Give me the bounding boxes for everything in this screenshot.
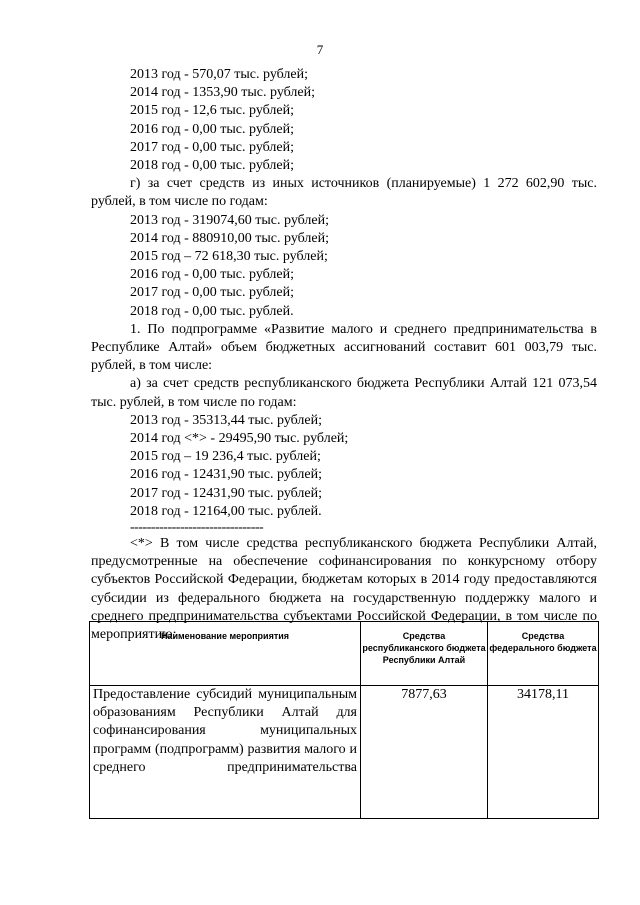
year-line: 2018 год - 12164,00 тыс. рублей. (130, 503, 322, 519)
year-line: 2017 год - 12431,90 тыс. рублей; (130, 485, 323, 501)
republican-amount-cell: 7877,63 (361, 686, 488, 819)
table-row (90, 686, 599, 819)
year-line: 2014 год - 880910,00 тыс. рублей; (130, 230, 330, 246)
federal-amount-cell: 34178,11 (488, 686, 599, 819)
year-line: 2018 год - 0,00 тыс. рублей; (130, 158, 295, 174)
year-line: 2018 год - 0,00 тыс. рублей. (130, 303, 294, 319)
year-line: 2017 год - 0,00 тыс. рублей; (130, 139, 295, 155)
measures-table (89, 621, 599, 819)
footnote-separator: -------------------------------- (130, 520, 264, 536)
year-line: 2016 год - 0,00 тыс. рублей; (130, 121, 295, 137)
header-measure-name: Наименование мероприятия (90, 622, 361, 686)
year-line: 2017 год - 0,00 тыс. рублей; (130, 285, 295, 301)
year-line: 2014 год <*> - 29495,90 тыс. рублей; (130, 431, 349, 447)
subprogram-paragraph: 1. По подпрограмме «Развитие малого и среднего предпринимательства в Республике Алтай» объем бюджетных ассигнований составит 601 003,79 тыс. рублей, в том числе: (91, 321, 597, 374)
year-line: 2015 год - 12,6 тыс. рублей; (130, 103, 295, 119)
measure-name-cell: Предоставление субсидий муниципальным образованиям Республики Алтай для софинансирования муниципальных программ (подпрограмм) развития малого и среднего предпринимательства (90, 686, 361, 819)
year-line: 2013 год - 319074,60 тыс. рублей; (130, 212, 330, 228)
document-body (91, 66, 597, 644)
item-a-paragraph: а) за счет средств республиканского бюджета Республики Алтай 121 073,54 тыс. рублей, в том числе по годам: (91, 376, 597, 410)
year-line: 2013 год - 35313,44 тыс. рублей; (130, 412, 323, 428)
table-header-row (90, 622, 599, 686)
header-federal-budget: Средства федерального бюджета (488, 622, 599, 686)
year-line: 2015 год – 19 236,4 тыс. рублей; (130, 449, 321, 465)
page-number: 7 (316, 42, 324, 57)
year-line: 2016 год - 12431,90 тыс. рублей; (130, 467, 323, 483)
year-line: 2015 год – 72 618,30 тыс. рублей; (130, 249, 328, 265)
year-line: 2013 год - 570,07 тыс. рублей; (130, 67, 309, 82)
year-line: 2016 год - 0,00 тыс. рублей; (130, 267, 295, 283)
header-republican-budget: Средства республиканского бюджета Республики Алтай (361, 622, 488, 686)
footnote-paragraph: <*> В том числе средства республиканского бюджета Республики Алтай, предусмотренные на обеспечение софинансирования по конкурсному отбору субъектов Российской Федерации, бюджетам которых в 2014 году предоставляются субсидии из федерального бюджета на государственную поддержку малого и среднего предпринимательства субъектами Российской Федерации, в том числе по мероприятию: (91, 536, 597, 643)
year-line: 2014 год - 1353,90 тыс. рублей; (130, 85, 316, 101)
item-g-paragraph: г) за счет средств из иных источников (планируемые) 1 272 602,90 тыс. рублей, в том числе по годам: (91, 176, 597, 210)
